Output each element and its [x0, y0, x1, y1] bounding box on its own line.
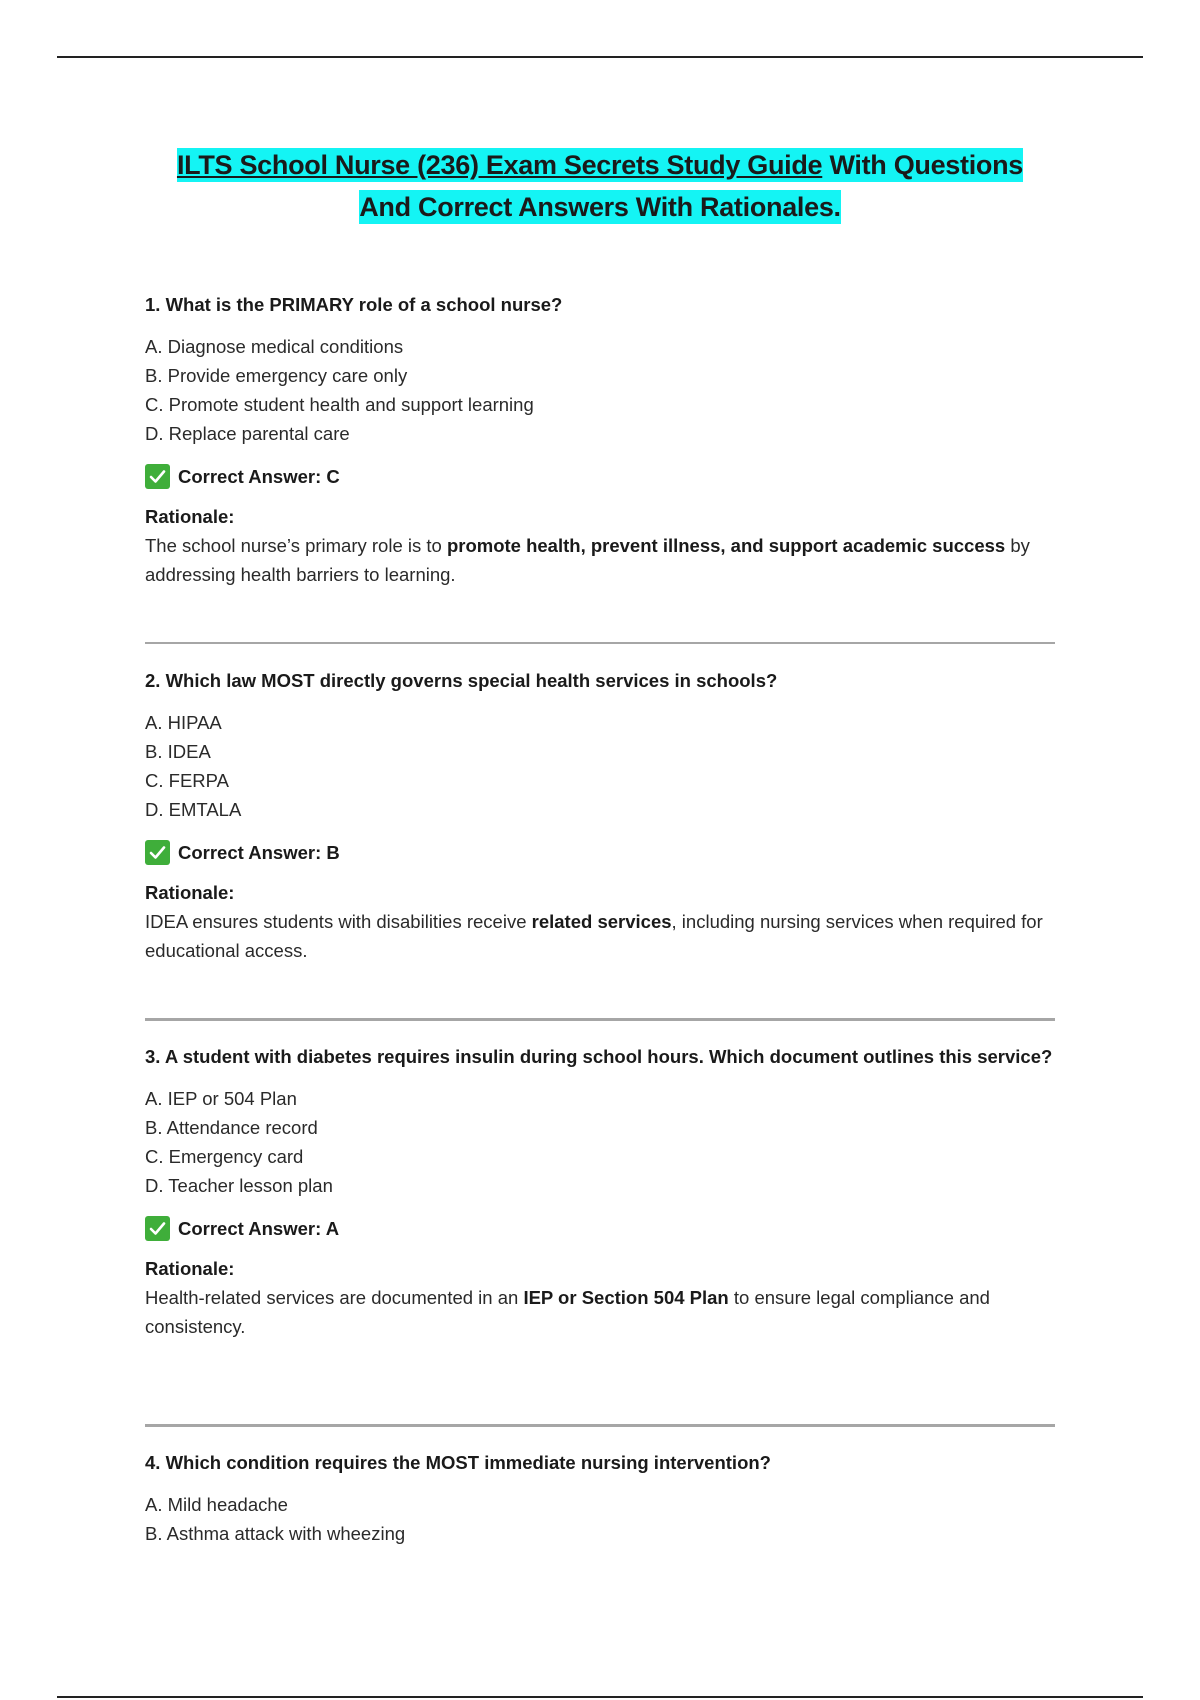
question-4-text: 4. Which condition requires the MOST immediate nursing intervention? [145, 1452, 771, 1473]
section-divider [145, 1424, 1055, 1427]
title-underlined: ILTS School Nurse (236) Exam Secrets Study Guide [176, 150, 823, 180]
checkmark-icon [145, 1216, 170, 1241]
option: B. Attendance record [145, 1117, 318, 1138]
question-3-block [145, 1042, 1055, 1341]
correct-answer-text: Correct Answer: B [178, 841, 340, 863]
footer-rule [57, 1696, 1143, 1698]
rationale-text: Health-related services are documented in an IEP or Section 504 Plan to ensure legal compliance and consistency. [145, 1287, 990, 1337]
option: D. Replace parental care [145, 423, 350, 444]
rationale-label: Rationale: [145, 882, 235, 903]
section-divider [145, 1018, 1055, 1021]
option: A. IEP or 504 Plan [145, 1088, 297, 1109]
rationale-label: Rationale: [145, 506, 235, 527]
option: D. Teacher lesson plan [145, 1175, 333, 1196]
question-3-text: 3. A student with diabetes requires insulin during school hours. Which document outlines this service? [145, 1046, 1053, 1067]
question-3-options [145, 1084, 1055, 1200]
question-1-options [145, 332, 1055, 448]
question-1-block [145, 290, 1055, 589]
option: C. Emergency card [145, 1146, 304, 1167]
correct-answer [145, 1216, 1055, 1241]
section-divider [145, 642, 1055, 644]
option: A. HIPAA [145, 712, 222, 733]
correct-answer-text: Correct Answer: C [178, 465, 340, 487]
option: C. FERPA [145, 770, 229, 791]
option: B. IDEA [145, 741, 211, 762]
rationale-text: The school nurse’s primary role is to promote health, prevent illness, and support academic success by addressing health barriers to learning. [145, 535, 1030, 585]
correct-answer-text: Correct Answer: A [178, 1217, 340, 1239]
checkmark-icon [145, 840, 170, 865]
question-1-text: 1. What is the PRIMARY role of a school nurse? [145, 294, 563, 315]
question-2-options [145, 708, 1055, 824]
checkmark-icon [145, 464, 170, 489]
rationale-label: Rationale: [145, 1258, 235, 1279]
option: A. Mild headache [145, 1494, 288, 1515]
option: C. Promote student health and support learning [145, 394, 534, 415]
question-4-block [145, 1448, 1055, 1548]
option: B. Provide emergency care only [145, 365, 408, 386]
title-line1-rest: With Questions [822, 150, 1024, 180]
question-2-text: 2. Which law MOST directly governs special health services in schools? [145, 670, 778, 691]
correct-answer [145, 840, 1055, 865]
question-2-block [145, 666, 1055, 965]
option: D. EMTALA [145, 799, 242, 820]
option: B. Asthma attack with wheezing [145, 1523, 406, 1544]
correct-answer [145, 464, 1055, 489]
rationale-text: IDEA ensures students with disabilities receive related services, including nursing services when required for educational access. [145, 911, 1043, 961]
header-rule [57, 56, 1143, 58]
page-title [0, 144, 1200, 228]
question-4-options [145, 1490, 1055, 1548]
title-line2: And Correct Answers With Rationales. [359, 192, 841, 222]
option: A. Diagnose medical conditions [145, 336, 404, 357]
